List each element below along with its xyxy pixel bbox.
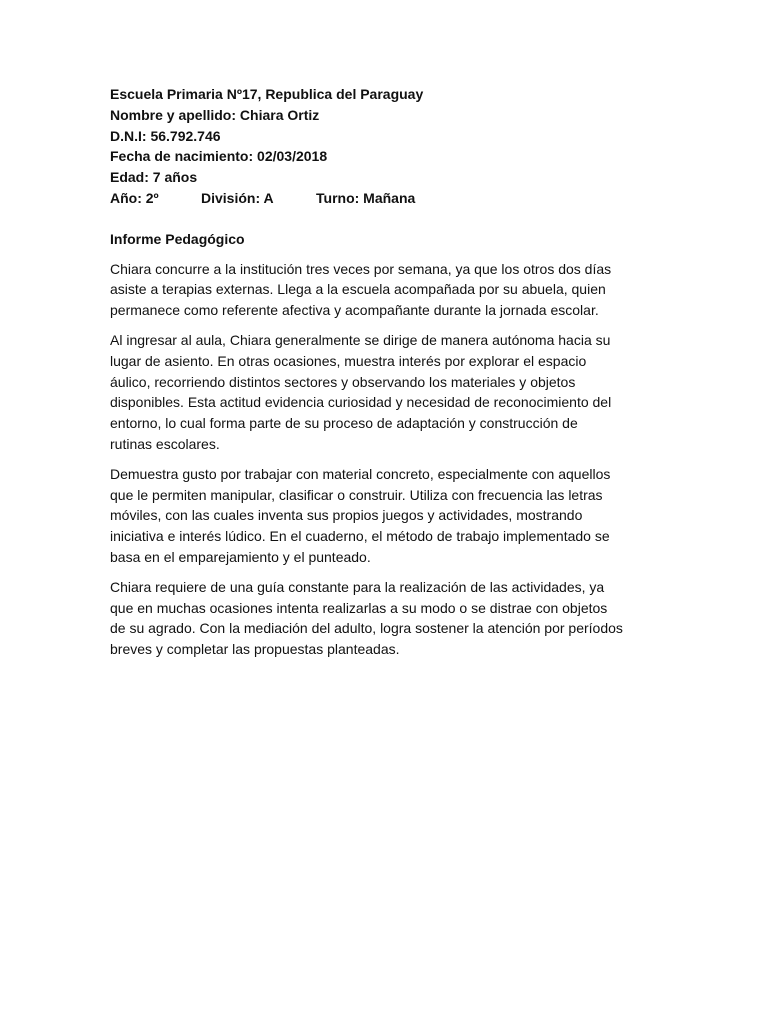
paragraph-line: de su agrado. Con la mediación del adulto, logra sostener la atención por períodos [110, 620, 623, 637]
paragraph-line: Al ingresar al aula, Chiara generalmente se dirige de manera autónoma hacia su [110, 331, 611, 348]
school-year: Año: 2º [110, 189, 159, 206]
student-name: Nombre y apellido: Chiara Ortiz [110, 106, 320, 123]
report-title: Informe Pedagógico [110, 230, 245, 247]
paragraph-line: Chiara concurre a la institución tres veces por semana, ya que los otros dos días [110, 260, 612, 277]
paragraph-line: basa en el emparejamiento y el punteado. [110, 548, 371, 565]
student-age: Edad: 7 años [110, 169, 198, 186]
paragraph-line: permanece como referente afectiva y acompañante durante la jornada escolar. [110, 302, 599, 319]
document-page [110, 84, 662, 660]
birth-date: Fecha de nacimiento: 02/03/2018 [110, 148, 328, 165]
paragraph-line: áulico, recorriendo distintos sectores y observando los materiales y objetos [110, 373, 576, 390]
paragraph-line: entorno, lo cual forma parte de su proceso de adaptación y construcción de [110, 415, 578, 432]
paragraph-line: Demuestra gusto por trabajar con material concreto, especialmente con aquellos [110, 465, 611, 482]
paragraph-line: rutinas escolares. [110, 435, 220, 452]
student-header [110, 84, 662, 209]
paragraph-line: Chiara requiere de una guía constante para la realización de las actividades, ya [110, 578, 605, 595]
paragraph-line: asiste a terapias externas. Llega a la escuela acompañada por su abuela, quien [110, 281, 606, 298]
student-dni: D.N.I: 56.792.746 [110, 127, 221, 144]
school-shift: Turno: Mañana [316, 189, 416, 206]
report-paragraph-1 [110, 259, 662, 321]
paragraph-line: móviles, con las cuales inventa sus propios juegos y actividades, mostrando [110, 507, 583, 524]
course-info-row [110, 188, 662, 209]
paragraph-line: que en muchas ocasiones intenta realizarlas a su modo o se distrae con objetos [110, 599, 608, 616]
paragraph-line: lugar de asiento. En otras ocasiones, muestra interés por explorar el espacio [110, 352, 587, 369]
report-paragraph-2 [110, 330, 662, 455]
paragraph-line: breves y completar las propuestas planteadas. [110, 641, 400, 658]
report-paragraph-3 [110, 464, 662, 568]
school-name: Escuela Primaria Nº17, Republica del Paraguay [110, 86, 424, 102]
paragraph-line: disponibles. Esta actitud evidencia curiosidad y necesidad de reconocimiento del [110, 394, 612, 411]
paragraph-line: que le permiten manipular, clasificar o construir. Utiliza con frecuencia las letras [110, 486, 603, 503]
paragraph-line: iniciativa e interés lúdico. En el cuaderno, el método de trabajo implementado se [110, 528, 610, 545]
division: División: A [201, 189, 274, 206]
report-paragraph-4 [110, 577, 662, 660]
